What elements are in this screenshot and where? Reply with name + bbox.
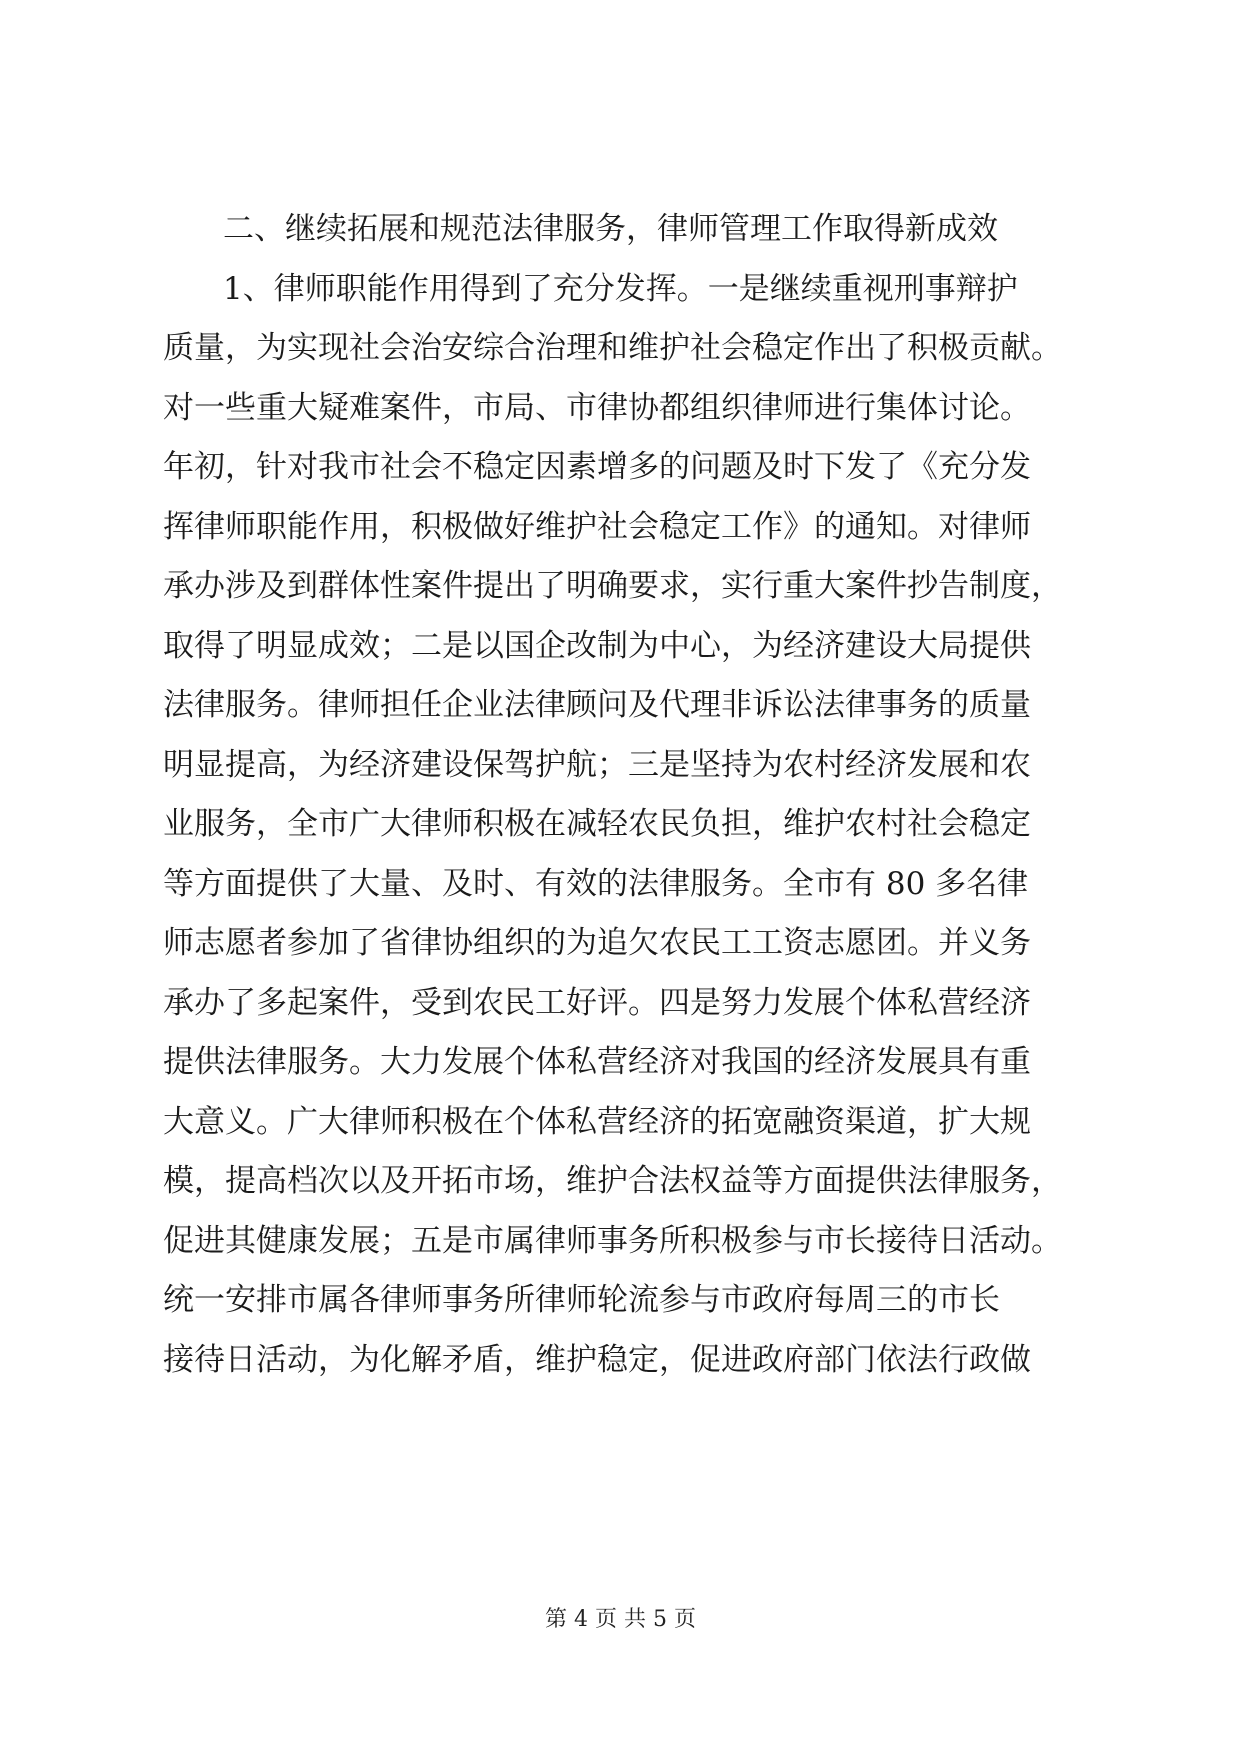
page-number-footer: 第 4 页 共 5 页	[545, 1607, 696, 1632]
paragraph-line: 提供法律服务。大力发展个体私营经济对我国的经济发展具有重	[163, 1044, 1031, 1080]
paragraph-line: 大意义。广大律师积极在个体私营经济的拓宽融资渠道，扩大规	[163, 1103, 1031, 1140]
paragraph-line: 年初，针对我市社会不稳定因素增多的问题及时下发了《充分发	[163, 449, 1031, 485]
paragraph-line: 承办涉及到群体性案件提出了明确要求，实行重大案件抄告制度，	[163, 568, 1062, 604]
paragraph-line: 挥律师职能作用，积极做好维护社会稳定工作》的通知。对律师	[163, 508, 1031, 545]
paragraph-line: 业服务，全市广大律师积极在减轻农民负担，维护农村社会稳定	[163, 806, 1031, 842]
paragraph-line: 承办了多起案件，受到农民工好评。四是努力发展个体私营经济	[163, 984, 1031, 1021]
paragraph-line: 统一安排市属各律师事务所律师轮流参与市政府每周三的市长	[163, 1282, 1000, 1318]
paragraph-line: 取得了明显成效；二是以国企改制为中心，为经济建设大局提供	[163, 627, 1031, 664]
paragraph-line: 明显提高，为经济建设保驾护航；三是坚持为农村经济发展和农	[163, 746, 1031, 783]
section-heading: 二、继续拓展和规范法律服务，律师管理工作取得新成效	[223, 211, 998, 247]
paragraph-line: 对一些重大疑难案件，市局、市律协都组织律师进行集体讨论。	[163, 389, 1031, 426]
paragraph-line: 法律服务。律师担任企业法律顾问及代理非诉讼法律事务的质量	[163, 687, 1031, 723]
paragraph-line: 1、律师职能作用得到了充分发挥。一是继续重视刑事辩护	[223, 270, 1018, 307]
paragraph-line: 等方面提供了大量、及时、有效的法律服务。全市有 80 多名律	[163, 865, 1029, 902]
paragraph-line: 接待日活动，为化解矛盾，维护稳定，促进政府部门依法行政做	[163, 1341, 1031, 1378]
body-text	[163, 200, 1083, 1390]
paragraph-line: 模，提高档次以及开拓市场，维护合法权益等方面提供法律服务，	[163, 1163, 1062, 1199]
paragraph-line: 质量，为实现社会治安综合治理和维护社会稳定作出了积极贡献。	[163, 330, 1062, 366]
paragraph-line: 促进其健康发展；五是市属律师事务所积极参与市长接待日活动。	[163, 1222, 1062, 1259]
paragraph-line: 师志愿者参加了省律协组织的为追欠农民工工资志愿团。并义务	[163, 925, 1031, 961]
